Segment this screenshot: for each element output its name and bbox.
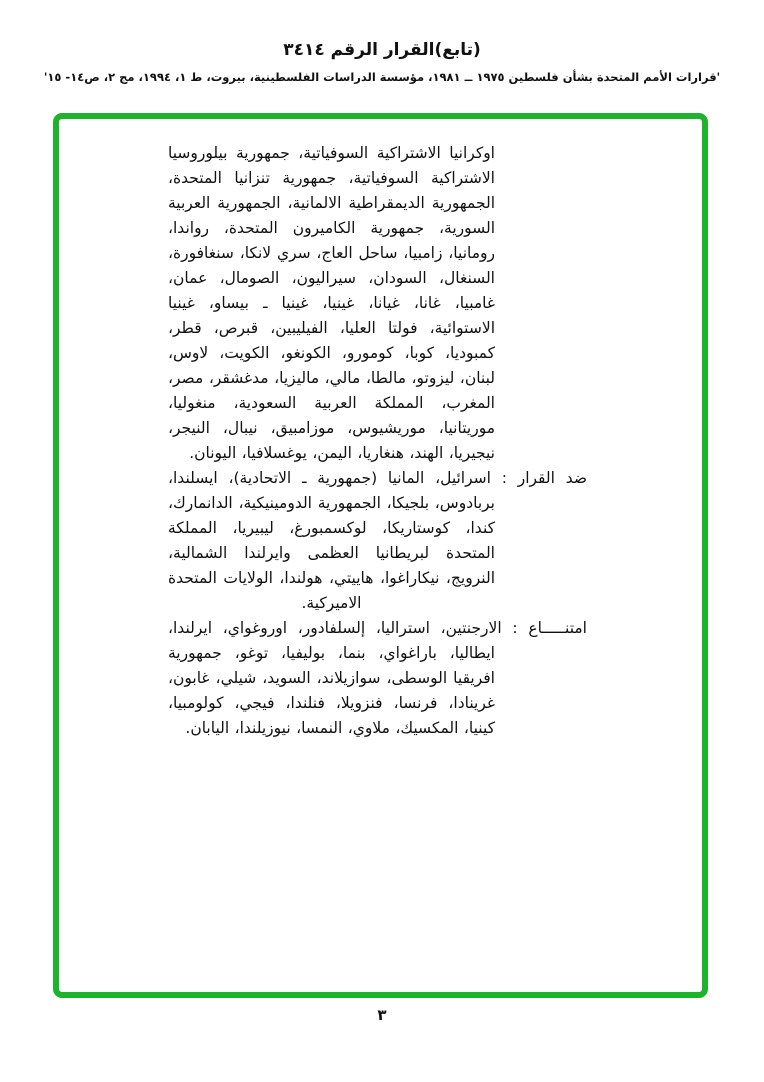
- section-text: اوكرانيا الاشتراكية السوفياتية، جمهورية بيلوروسيا الاشتراكية السوفياتية، جمهورية تنزانيا المتحدة، الجمهورية الديمقراطية الالمانية، الجمهورية العربية السورية، جمهورية الكاميرون المتحدة، رواندا، رومانيا، زامبيا، ساحل العاج، سري لانكا، سنغافورة، السنغال، السودان، سيراليون، الصومال، عمان، غامبيا، غانا، غيانا، غينيا، غينيا ـ بيساو، غينيا الاستوائية، فولتا العليا، الفيليبين، قبرص، قطر، كمبوديا، كوبا، كومورو، الكونغو، الكويت، لاوس، لبنان، ليزوتو، مالطا، مالي، ماليزيا، مدغشقر، مصر، المغرب، المملكة العربية السعودية، منغوليا، موريتانيا، موريشيوس، موزامبيق، نيبال، النيجر، نيجيريا، الهند، هنغاريا، اليمن، يوغسلافيا، اليونان.: [168, 144, 495, 462]
- section-text: اسرائيل، المانيا (جمهورية ـ الاتحادية)، ايسلندا، بربادوس، بلجيكا، الجمهورية الدومينيكية، الدانمارك، كندا، كوستاريكا، لوكسمبورغ، ليبيريا، المملكة المتحدة لبريطانيا العظمى وايرلندا الشمالية، النرويج، نيكاراغوا، هاييتي، هولندا، الولايات المتحدة الاميركية.: [168, 469, 495, 612]
- vote-record-text: [168, 141, 587, 741]
- page-title: (تابع)القرار الرقم ٣٤١٤: [283, 40, 481, 60]
- section-in-favor-continued: [168, 141, 587, 466]
- section-text: الارجنتين، استراليا، إلسلفادور، اوروغواي، ايرلندا، ايطاليا، باراغواي، بنما، بوليفيا، توغو، جمهورية افريقيا الوسطى، سوازيلاند، السويد، شيلي، غابون، غرينادا، فرنسا، فنزويلا، فنلندا، فيجي، كولومبيا، كينيا، المكسيك، ملاوي، النمسا، نيوزيلندا، اليابان.: [168, 619, 502, 737]
- section-against: [168, 466, 587, 616]
- section-label: امتنـــــاع :: [512, 619, 587, 637]
- content-frame: [53, 113, 708, 998]
- section-abstain: [168, 616, 587, 741]
- page-header: [0, 38, 764, 85]
- section-label: ضد القرار :: [501, 469, 587, 487]
- page-number: ٣: [377, 1006, 387, 1024]
- citation-line: 'قرارات الأمم المتحدة بشأن فلسطين ١٩٧٥ ــ ١٩٨١، مؤسسة الدراسات الفلسطينية، بيروت، ط ١، ١٩٩٤، مج ٢، ص١٤- ١٥': [43, 70, 721, 84]
